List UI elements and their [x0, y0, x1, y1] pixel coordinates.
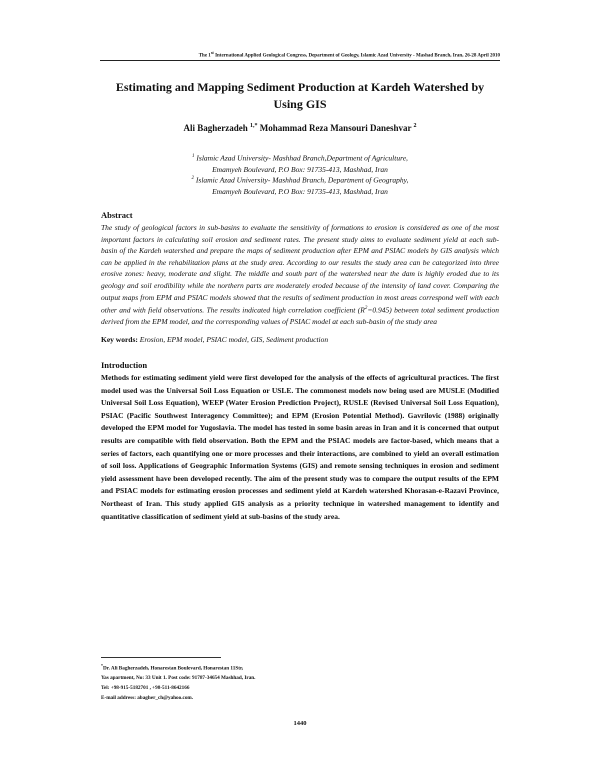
header-text-start: The 1: [198, 53, 211, 59]
affiliation-1-marker: 1: [192, 154, 195, 159]
keywords-label: Key words:: [101, 335, 138, 344]
footnote-line-1: Dr. Ali Bagherzadeh, Honarestan Boulevard, Honarestan 11Str,: [103, 665, 244, 672]
author-list: [100, 123, 500, 133]
author-1-marker: 1,*: [249, 123, 258, 129]
author-2-marker: 2: [413, 123, 417, 129]
abstract-superscript: 2: [364, 306, 368, 312]
header-text-rest: International Applied Geological Congress, Department of Geology, Islamic Azad University - Mashad Branch, Iran, 26-28 April 2010: [213, 53, 500, 59]
affiliation-1: [100, 151, 500, 175]
introduction-body: Methods for estimating sediment yield were first developed for the analysis of the effects of agricultural practices. The first model used was the Universal Soil Loss Equation or USLE. The commonest models now being used are MUSLE (Modified Universal Soil Loss Equation), WEEP (Water Erosion Prediction Project), RUSLE (Revised Universal Soil Loss Equation), PSIAC (Pacific Southwest Interagency Committee); and EPM (Erosion Potential Method). Gavrilovic (1988) originally developed the EPM model for Yugoslavia. The model has tested in some basin areas in Iran and it is concerned that output results are compatible with field observation. Both the EPM and the PSIAC models are factor-based, which means that a series of factors, each quantifying one or more processes and their interactions, are combined to yield an overall estimation of soil loss. Applications of Geographic Information Systems (GIS) and remote sensing techniques in erosion and sediment yield assessment have been developed recently. The aim of the present study was to compare the output results of the EPM and PSIAC models for estimating erosion processes and sediment yield at Kardeh watershed Khorasan-e-Razavi Province, Northeast of Iran. This study applied GIS analysis as a priority technique in watershed management to identify and quantitative classification of sediment yield at sub-basins of the study area.: [101, 373, 499, 521]
abstract-text-2: =0.945) between total sediment production derived from the EPM model, and the corresponding values of PSIAC model at each sub-basin of the study area: [101, 305, 499, 327]
author-1-name: Ali Bagherzadeh: [183, 123, 248, 133]
affiliation-2-line-2: Emamyeh Boulevard, P.O Box: 91735-413, Mashhad, Iran: [212, 186, 388, 196]
paper-title: [80, 79, 520, 113]
affiliation-1-line-1: Islamic Azad University- Mashhad Branch,Department of Agriculture,: [196, 153, 408, 163]
affiliation-2-marker: 2: [191, 176, 195, 181]
footnote-divider: [101, 657, 221, 658]
footnote-line-3: Tel: +98-915-5182701 , +98-511-8642166: [101, 684, 190, 691]
header-divider: [100, 60, 500, 61]
footnote-line-2: Yas apartment, No: 33 Unit 1. Post code: 91787-34654 Mashhad, Iran.: [101, 675, 256, 682]
footnote-marker: *: [101, 663, 103, 668]
page-number: 1440: [293, 720, 307, 727]
abstract-text-1: The study of geological factors in sub-basins to evaluate the sensitivity of formations to erosion is considered as one of the most important factors in calculating soil erosion and sediment rates. The present study aims to evaluate sediment yield at each sub-basin of the Kardeh watershed and prepare the maps of sediment production after EPM and PSIAC models by GIS analysis which can be applied in the rehabilitation plans at the study area. According to our results the study area can be categorized into three erosive zones: heavy, moderate and slight. The middle and south part of the watershed near the dam is highly eroded due to its geology and soil erodibility while the northern parts are moderately eroded because of the intensity of land cover. Comparing the output maps from EPM and PSIAC models showed that the results of sediment production in most areas correspond well with each other and with field observations. The results indicated high correlation coefficient (R: [101, 223, 499, 315]
affiliation-2-line-1: Islamic Azad University- Mashhad Branch, Department of Geography,: [195, 175, 409, 185]
corresponding-author-footnote: [101, 661, 401, 703]
title-line-2: Using GIS: [273, 97, 327, 111]
affiliation-2: [100, 173, 500, 197]
header-ordinal: st: [210, 50, 214, 55]
footnote-line-4: E-mail address: abagher_ch@yahoo.com.: [101, 694, 194, 701]
abstract-heading: Abstract: [101, 210, 133, 220]
conference-header: [100, 50, 500, 59]
keywords-text: Erosion, EPM model, PSIAC model, GIS, Sediment production: [137, 335, 329, 344]
affiliation-1-line-2: Emamyeh Boulevard, P.O Box: 91735-413, Mashhad, Iran: [212, 164, 388, 174]
abstract-body: [101, 222, 499, 328]
author-2-name: Mohammad Reza Mansouri Daneshvar: [259, 123, 412, 133]
introduction-heading: Introduction: [101, 360, 148, 370]
keywords: [101, 335, 499, 344]
title-line-1: Estimating and Mapping Sediment Production at Kardeh Watershed by: [115, 80, 485, 94]
